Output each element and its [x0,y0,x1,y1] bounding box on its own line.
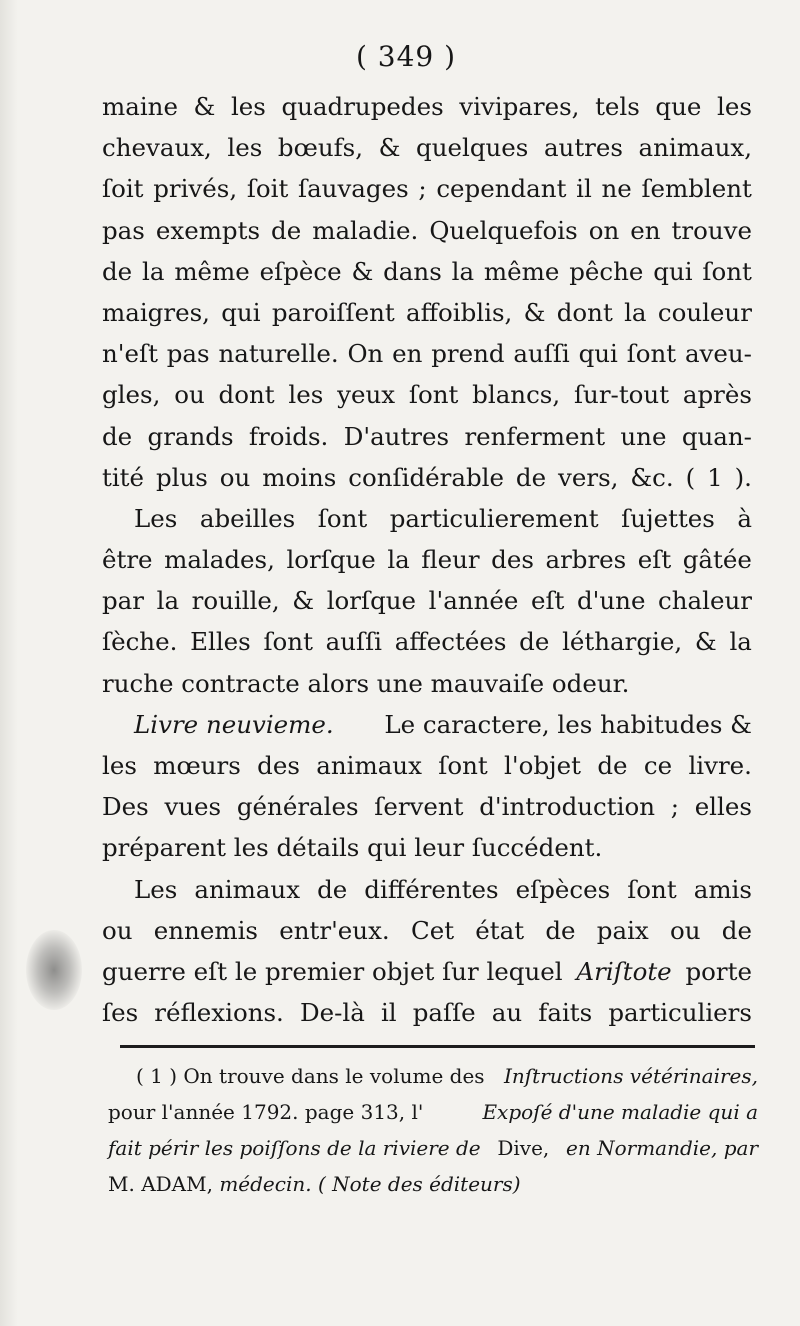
word: qui [221,297,261,327]
text-line [102,745,752,786]
word: & [694,627,717,657]
word: eſpèce [259,256,342,286]
word: paix [596,915,649,945]
word: de [317,874,348,904]
footnote-line-3 [108,1130,758,1166]
word: Elles [190,627,251,657]
word: de [271,215,302,245]
word: la [142,256,165,286]
word: ſont [408,380,459,410]
word: en [630,215,661,245]
footnote-line-1 [108,1058,758,1094]
word: & [523,297,546,327]
word: bœufs, [277,133,364,163]
page-number: ( 349 ) [355,40,457,73]
word: renferment [464,421,606,451]
word: dans [383,256,442,286]
word: de [721,915,752,945]
word: les [288,380,324,410]
word: de [545,915,576,945]
word: Cet [410,915,455,945]
word: qui [653,256,693,286]
word: être [102,545,153,575]
word: lorſque [326,586,417,616]
word: des [491,545,534,575]
word: particulierement [389,503,599,533]
text-line [102,333,752,374]
word: quadrupedes [281,92,444,121]
main-text [102,86,752,1033]
word: amis [693,874,752,904]
word: de [597,751,628,780]
footnote [108,1058,758,1202]
text-line [102,992,752,1033]
word: maine [102,92,178,121]
word: rouille, [191,586,280,616]
word: vers, [558,462,619,492]
word: même [483,256,560,286]
word: la [451,256,475,286]
word: ne [601,174,632,204]
word: ſervent [374,792,464,822]
text-line: préparent les détails qui leur ſuccédent. [102,833,603,863]
word: De-là [299,998,365,1028]
word: ou [219,462,251,492]
word: ou [669,915,701,945]
footnote-italic: Inſtructions vétérinaires, [503,1064,758,1088]
word: ; [670,792,679,822]
word: froids. [248,421,329,451]
word: ſèche. [102,627,178,657]
word: chevaux, [102,133,212,163]
word: blancs, [472,380,561,410]
word: à [737,503,752,533]
word: ce [643,751,673,780]
word: léthargie, [562,627,683,657]
word: l'objet [504,751,581,780]
word: la [729,627,752,657]
word: état [475,915,525,945]
word: vivipares, [459,92,580,121]
word: arbres [545,545,627,575]
text-line [102,580,752,621]
aristote-after: porte [685,956,752,986]
word: dont [556,297,613,327]
word: Des [102,792,149,822]
word: Les [134,503,178,533]
footnote-line-2 [108,1094,758,1130]
word: trouve [671,215,752,245]
word: tité [102,462,145,492]
footnote-line-4 [108,1166,758,1202]
word: animaux [316,751,422,780]
text-line [102,457,752,498]
word: livre. [688,751,752,780]
word: auſſi [513,339,570,369]
word: elles [694,792,752,822]
word: malades, [164,545,275,575]
word: tels [595,92,640,121]
word: n'eſt [102,339,158,369]
word: maladie. [312,215,419,245]
word: quan- [681,421,752,451]
word: de [102,256,133,286]
aristote-before: guerre eſt le premier objet ſur lequel [102,956,563,986]
footnote-text: Dive, [497,1136,550,1160]
paper-stain [26,930,82,1010]
word: une [620,421,667,451]
word: ſur-tout [573,380,670,410]
word: auſſi [325,627,383,657]
text-line [102,374,752,415]
word: On [347,339,384,369]
word: particuliers [608,998,752,1028]
word: eſt [530,586,565,616]
word: cependant [436,174,567,204]
word: de [515,462,547,492]
text-line: ruche contracte alors une mauvaiſe odeur. [102,668,630,698]
livre-line [102,704,752,745]
word: Quelquefois [429,215,578,245]
word: 1 [707,462,723,492]
text-line [102,498,752,539]
word: après [682,380,752,410]
footnote-text: pour l'année 1792. page 313, l' [108,1100,424,1124]
word: & [351,256,374,286]
footnote-italic: en Normandie, par [566,1136,758,1160]
word: vues [164,792,222,822]
word: dont [218,380,275,410]
word: & [193,92,216,121]
word: &c. [630,462,674,492]
livre-title: Livre neuvieme. [134,709,334,739]
word: de [102,421,133,451]
word: conſidérable [348,462,504,492]
word: prend [431,339,505,369]
word: la [156,586,180,616]
word: réflexions. [154,998,284,1028]
word: moins [262,462,337,492]
text-line [102,869,752,910]
word: plus [155,462,208,492]
word: naturelle. [218,339,339,369]
word: affectées [394,627,507,657]
word: les [230,92,266,121]
text-line [102,86,752,127]
word: fleur [421,545,480,575]
word: par [102,586,145,616]
text-line [102,127,752,168]
word: ſont [627,874,677,904]
word: ſes [102,998,139,1028]
word: de [519,627,550,657]
word: paroiſſent [271,297,395,327]
word: abeilles [199,503,296,533]
word: il [576,174,592,204]
word: affoiblis, [406,297,513,327]
word: que [655,92,702,121]
text-line [102,292,752,333]
word: animaux [194,874,301,904]
text-line [102,786,752,827]
word: ). [734,462,752,492]
footnote-italic: fait périr les poiſſons de la riviere de [108,1136,481,1160]
text-line [102,539,752,580]
word: ſont [438,751,488,780]
word: lorſque [286,545,376,575]
word: d'une [576,586,646,616]
word: ſoit [246,174,289,204]
word: la [387,545,410,575]
word: chaleur [658,586,752,616]
aristote-line [102,951,752,992]
word: & [292,586,315,616]
word: générales [236,792,359,822]
word: ennemis [153,915,258,945]
word: D'autres [343,421,450,451]
word: la [624,297,647,327]
word: faits [538,998,593,1028]
word: couleur [657,297,752,327]
word: pas [102,215,145,245]
text-line [102,210,752,251]
text-line [102,168,752,209]
word: pêche [569,256,644,286]
word: l'année [428,586,519,616]
text-line [102,621,752,662]
word: autres [543,133,623,163]
footnote-italic: médecin. [219,1172,312,1196]
word: ; [418,174,427,204]
footnote-rule [120,1045,755,1048]
word: au [491,998,523,1028]
word: il [380,998,397,1028]
word: gles, [102,380,161,410]
word: on [588,215,620,245]
word: ( [685,462,696,492]
footnote-text: M. ADAM, [108,1172,213,1196]
word: yeux [337,380,396,410]
word: Les [134,874,178,904]
text-line [102,251,752,292]
word: gâtée [682,545,752,575]
word: eſpèces [515,874,611,904]
word: les [227,133,263,163]
word: ou [102,915,133,945]
word: entr'eux. [279,915,390,945]
word: les [716,92,752,121]
word: & [378,133,401,163]
word: pas [166,339,210,369]
word: mœurs [153,751,241,780]
word: ſauvages [298,174,409,204]
word: ſoit [102,174,144,204]
footnote-text: ( 1 ) On trouve dans le volume des [136,1064,485,1088]
text-line [102,416,752,457]
word: exempts [155,215,261,245]
word: différentes [364,874,499,904]
word: des [257,751,300,780]
word: ſemblent [641,174,752,204]
word: d'introduction [479,792,655,822]
word: grands [147,421,234,451]
word: ſont [263,627,313,657]
word: ou [174,380,205,410]
word: paſſe [412,998,476,1028]
word: même [174,256,250,286]
footnote-note: ( Note des éditeurs) [317,1172,521,1196]
page-gutter-shadow [0,0,18,1326]
livre-rest: Le caractere, les habitudes & [384,709,752,739]
word: aveu- [684,339,752,369]
word: ſont [702,256,752,286]
text-line [102,910,752,951]
footnote-italic: Expoſé d'une maladie qui a [482,1100,758,1124]
word: ſont [626,339,677,369]
word: ſont [317,503,368,533]
word: animaux, [638,133,752,163]
word: eſt [637,545,672,575]
word: les [102,751,137,780]
aristote-name: Ariſtote [576,956,672,986]
word: maigres, [102,297,210,327]
word: ſujettes [621,503,715,533]
word: quelques [416,133,529,163]
word: en [392,339,423,369]
word: privés, [153,174,238,204]
word: qui [578,339,618,369]
